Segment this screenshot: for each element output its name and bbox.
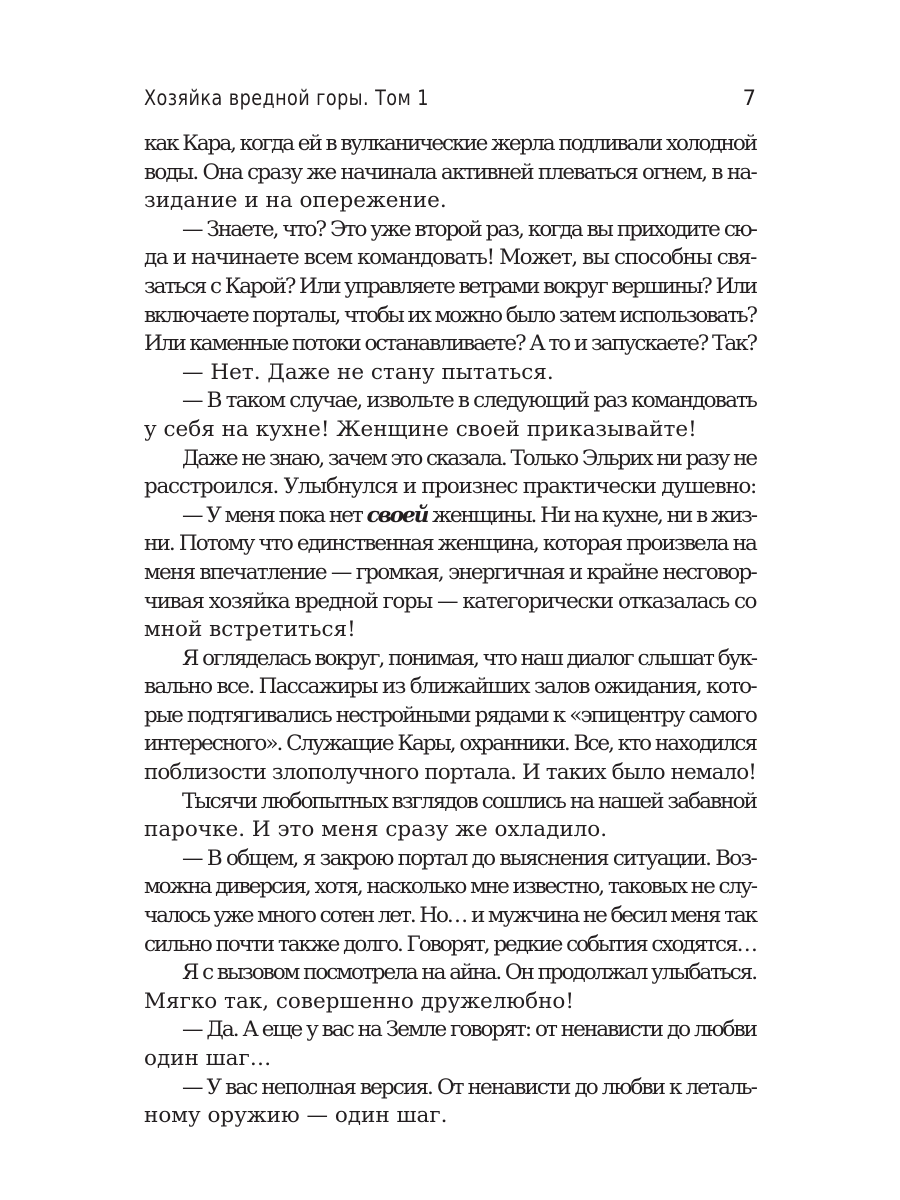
emphasized-word: своей: [366, 502, 428, 528]
paragraph-1: [144, 130, 756, 216]
body-text: [144, 130, 756, 1131]
paragraph-6: [144, 502, 756, 645]
text-fragment: женщины. Ни на кухне, ни в жиз-: [427, 502, 756, 528]
text-line: Я с вызовом посмотрела на айна. Он продолжал улыбаться.: [182, 960, 756, 986]
paragraph-7: [144, 645, 756, 788]
text-line: мной встретиться!: [144, 617, 356, 643]
text-line: — Да. А еще у вас на Земле говорят: от ненависти до любви: [182, 1017, 756, 1043]
text-line: — Знаете, что? Это уже второй раз, когда вы приходите сю-: [182, 216, 756, 242]
paragraph-3: [144, 359, 756, 388]
paragraph-12: [144, 1074, 756, 1131]
text-line: Даже не знаю, зачем это сказала. Только Эльрих ни разу не: [182, 445, 756, 471]
text-line: ни. Потому что единственная женщина, которая произвела на: [144, 531, 756, 557]
text-line: поблизости злополучного портала. И таких было немало!: [144, 760, 756, 786]
paragraph-9: [144, 845, 756, 959]
text-line: как Кара, когда ей в вулканические жерла подливали холодной: [144, 131, 756, 156]
paragraph-5: [144, 445, 756, 502]
text-line: Я огляделась вокруг, понимая, что наш диалог слышат бук-: [182, 645, 756, 671]
text-line: заться с Карой? Или управляете ветрами вокруг вершины? Или: [144, 273, 756, 299]
text-line: можна диверсия, хотя, насколько мне известно, таковых не слу-: [144, 874, 756, 900]
text-line: расстроился. Улыбнулся и произнес практически душевно:: [144, 474, 756, 500]
text-line: зидание и на опережение.: [144, 188, 447, 214]
text-line: — Нет. Даже не стану пытаться.: [182, 359, 554, 385]
text-line: [144, 502, 756, 531]
text-line: чивая хозяйка вредной горы — категорически отказалась со: [144, 588, 756, 614]
page-number: 7: [742, 86, 756, 110]
text-line: Мягко так, совершенно дружелюбно!: [144, 988, 574, 1014]
text-line: один шаг…: [144, 1046, 272, 1071]
text-line: Или каменные потоки останавливаете? А то и запускаете? Так?: [144, 331, 756, 357]
text-line: включаете порталы, чтобы их можно было затем использовать?: [144, 302, 756, 328]
text-line: меня впечатление — громкая, энергичная и крайне несговор-: [144, 559, 756, 585]
text-line: рые подтягивались нестройными рядами к «эпицентру самого: [144, 702, 756, 728]
paragraph-8: [144, 788, 756, 845]
text-line: парочке. И это меня сразу же охладило.: [144, 817, 608, 843]
text-line: вально все. Пассажиры из ближайших залов ожидания, кото-: [144, 674, 757, 700]
paragraph-11: [144, 1016, 756, 1073]
text-fragment: — У меня пока нет: [182, 502, 367, 528]
paragraph-4: [144, 387, 756, 444]
text-line: — В общем, я закрою портал до выяснения ситуации. Воз-: [182, 845, 756, 871]
running-header: [144, 86, 756, 116]
book-title: Хозяйка вредной горы. Том 1: [144, 86, 429, 110]
text-line: чалось уже много сотен лет. Но… и мужчина не бесил меня так: [144, 903, 756, 929]
text-line: интересного». Служащие Кары, охранники. Все, кто находился: [144, 731, 756, 757]
text-line: — В таком случае, извольте в следующий раз командовать: [182, 388, 756, 414]
text-line: да и начинаете всем командовать! Может, вы способны свя-: [144, 245, 756, 271]
text-line: Тысячи любопытных взглядов сошлись на нашей забавной: [182, 788, 756, 814]
text-line: сильно почти также долго. Говорят, редкие события сходятся…: [144, 931, 756, 957]
text-line: воды. Она сразу же начинала активней плеваться огнем, в на-: [144, 159, 756, 185]
paragraph-10: [144, 959, 756, 1016]
text-line: у себя на кухне! Женщине своей приказывайте!: [144, 416, 697, 442]
text-line: — У вас неполная версия. От ненависти до любви к леталь-: [182, 1074, 756, 1100]
text-line: ному оружию — один шаг.: [144, 1103, 448, 1129]
paragraph-2: [144, 216, 756, 359]
